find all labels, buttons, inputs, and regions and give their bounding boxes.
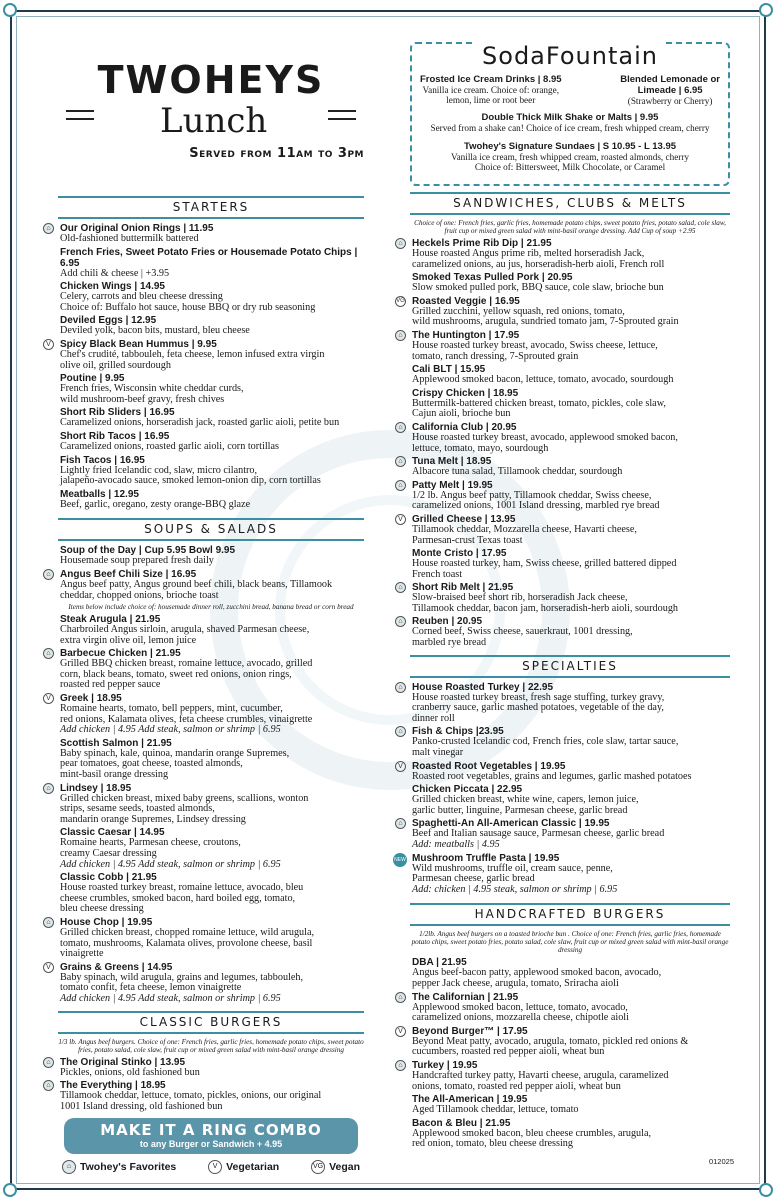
menu-item-description: red onion, tomato, bleu cheese dressing: [412, 1138, 573, 1150]
menu-item: [58, 489, 364, 511]
chef-hat-icon: ⌂: [395, 330, 406, 341]
restaurant-name: TWOHEYS: [97, 58, 325, 102]
starters-heading: STARTERS: [58, 196, 364, 219]
menu-item-title: Scottish Salmon | 21.95: [60, 737, 172, 749]
menu-item-description: olive oil, grilled sourdough: [60, 359, 171, 371]
menu-item-description: cheese crumbles, smoked bacon, hard boiled egg, tomato,: [60, 892, 296, 904]
specialties-list: [394, 681, 730, 896]
chef-hat-icon: ⌂: [62, 1160, 76, 1174]
handcrafted-burgers-list: [398, 957, 730, 1150]
soda-shake-title: Double Thick Milk Shake or Malts | 9.95: [481, 112, 659, 123]
combo-title: MAKE IT A RING COMBO: [100, 1121, 322, 1140]
legend-favorites: [62, 1160, 176, 1174]
menu-item-title: Mushroom Truffle Pasta | 19.95: [412, 852, 560, 864]
menu-item-description: Lightly fried Icelandic cod, slaw, micro cilantro,: [60, 464, 258, 476]
legend-vegetarian-label: Vegetarian: [226, 1161, 280, 1174]
chef-hat-icon: ⌂: [43, 223, 54, 234]
chef-hat-icon: ⌂: [43, 1057, 54, 1068]
menu-item-description: Grilled chicken breast, white wine, capers, lemon juice,: [412, 794, 639, 806]
chef-hat-icon: ⌂: [395, 818, 406, 829]
vegetarian-icon: V: [43, 962, 54, 973]
menu-item-description: Slow smoked pulled pork, BBQ sauce, cole slaw, brioche bun: [412, 282, 664, 294]
menu-item-description: House roasted turkey breast, avocado, applewood smoked bacon,: [412, 431, 678, 443]
menu-item-description: Applewood smoked bacon, lettuce, tomato, avocado,: [412, 1001, 628, 1013]
vegetarian-icon: V: [208, 1160, 222, 1174]
chef-hat-icon: ⌂: [395, 456, 406, 467]
menu-item-description: Add chili & cheese | +3.95: [60, 267, 170, 279]
menu-item-title: The Everything | 18.95: [60, 1080, 166, 1092]
menu-item-title: Fish & Chips |23.95: [412, 726, 504, 738]
sandwiches-note: Choice of one: French fries, garlic fries, homemade potato chips, sweet potato fries, potato salad, cole slaw, fruit cup or mixed green salad with mint-basil orange dressing. Add Cup of soup +2.95: [414, 219, 726, 235]
menu-item-description: onions, tomato, roasted red pepper aioli, wheat bun: [412, 1080, 621, 1092]
vegan-icon: VG: [395, 296, 406, 307]
menu-item: [410, 1118, 730, 1150]
menu-item-title: Steak Arugula | 21.95: [60, 614, 161, 626]
menu-item: [410, 957, 730, 989]
menu-item-description: Grilled zucchini, yellow squash, red onions, tomato,: [412, 305, 625, 317]
chef-hat-icon: ⌂: [43, 783, 54, 794]
chef-hat-icon: ⌂: [395, 992, 406, 1003]
soda-shake-desc: Served from a shake can! Choice of ice cream, fresh whipped cream, cherry: [430, 123, 710, 133]
menu-item-description: Housemade soup prepared fresh daily: [60, 555, 214, 567]
menu-item: [46, 223, 364, 245]
menu-item-description: Wild mushrooms, truffle oil, cream sauce, penne,: [412, 862, 613, 874]
menu-item-title: Roasted Veggie | 16.95: [412, 295, 520, 307]
menu-item-description: House roasted turkey breast, avocado, Swiss cheese, lettuce,: [412, 339, 658, 351]
menu-item-description: red onions, Kalamata olives, feta cheese crumbles, vinaigrette: [60, 713, 313, 725]
left-column: [46, 50, 364, 1174]
menu-item-description: Charbroiled Angus sirloin, arugula, shaved Parmesan cheese,: [60, 624, 310, 636]
menu-item-description: Grilled chicken breast, chopped romaine lettuce, wild arugula,: [60, 926, 315, 938]
menu-item-title: The All-American | 19.95: [412, 1094, 528, 1106]
menu-item: [394, 852, 730, 896]
menu-item-description: tomato confit, feta cheese, lemon vinaigrette: [60, 982, 242, 994]
menu-code: 012025: [708, 1157, 734, 1166]
menu-item-description: Romaine hearts, tomato, bell peppers, mint, cucumber,: [60, 703, 283, 715]
menu-item-description: pepper Jack cheese, arugula, tomato, Sriracha aioli: [412, 977, 619, 989]
menu-item-title: Barbecue Chicken | 21.95: [60, 648, 181, 660]
menu-item-title: Angus Beef Chili Size | 16.95: [60, 568, 197, 580]
menu-item-title: The Original Stinko | 13.95: [60, 1056, 186, 1068]
soda-row-top: [420, 74, 720, 106]
menu-title: Lunch: [160, 101, 268, 141]
menu-item: [58, 545, 364, 567]
corner-ornament-icon: [759, 3, 773, 17]
menu-item: [46, 648, 364, 691]
menu-item-description: cranberry sauce, garlic mashed potatoes, vegetable of the day,: [412, 702, 664, 714]
menu-item-title: Bacon & Bleu | 21.95: [412, 1117, 511, 1129]
vegetarian-icon: V: [395, 761, 406, 772]
menu-item-description: caramelized onions, au jus, horseradish-herb aioli, French roll: [412, 258, 665, 270]
menu-item: [398, 421, 730, 454]
menu-item-title: Short Rib Tacos | 16.95: [60, 430, 170, 442]
menu-item-description: corn, black beans, tomato, sweet red onions, onion rings,: [60, 668, 292, 680]
served-hours: Served from 11am to 3pm: [189, 146, 364, 161]
menu-item-description: Parmesan cheese, garlic bread: [412, 873, 535, 885]
soda-frosted-desc: lemon, lime or root beer: [446, 95, 536, 105]
menu-item-description: caramelized onions, 1001 Island dressing, marbled rye bread: [412, 500, 660, 512]
soups-heading: SOUPS & SALADS: [58, 518, 364, 541]
menu-item-description: Albacore tuna salad, Tillamook cheddar, sourdough: [412, 466, 623, 478]
menu-item-title: Meatballs | 12.95: [60, 488, 139, 500]
menu-item-description: House roasted turkey breast, romaine lettuce, avocado, bleu: [60, 882, 304, 894]
menu-item: [58, 827, 364, 870]
menu-item-description: French fries, Wisconsin white cheddar curds,: [60, 383, 244, 395]
sandwiches-heading: SANDWICHES, CLUBS & MELTS: [410, 192, 730, 215]
menu-item-title: Greek | 18.95: [60, 693, 122, 705]
menu-item: [410, 272, 730, 294]
menu-item-description: Tillamook cheddar, Mozzarella cheese, Havarti cheese,: [412, 523, 637, 535]
soups-note: Items below include choice of: housemade dinner roll, zucchini bread, banana bread or corn bread: [68, 603, 354, 612]
menu-item-description: cucumbers, roasted red pepper aioli, wheat bun: [412, 1046, 605, 1058]
menu-item-title: Grilled Cheese | 13.95: [412, 513, 516, 525]
menu-item-description: Angus beef-bacon patty, applewood smoked bacon, avocado,: [412, 967, 662, 979]
menu-item-description: wild mushroom-beef gravy, fresh chives: [60, 393, 225, 405]
menu-item-description: Grilled chicken breast, mixed baby greens, scallions, wonton: [60, 792, 309, 804]
menu-item-addon: Add chicken | 4.95 Add steak, salmon or shrimp | 6.95: [60, 858, 281, 870]
ring-combo-banner: [64, 1118, 358, 1154]
chef-hat-icon: ⌂: [395, 682, 406, 693]
menu-item: [58, 247, 364, 280]
menu-item-title: House Roasted Turkey | 22.95: [412, 681, 554, 693]
menu-item: [58, 738, 364, 781]
menu-item: [398, 616, 730, 649]
soda-sundae-title: Twohey's Signature Sundaes | S 10.95 - L 13.95: [463, 141, 677, 152]
soda-fountain-title: [412, 42, 728, 70]
menu-item: [410, 364, 730, 386]
specialties-heading: SPECIALTIES: [410, 655, 730, 678]
menu-item-description: Applewood smoked bacon, bleu cheese crumbles, arugula,: [412, 1127, 652, 1139]
menu-item-description: Panko-crusted Icelandic cod, French fries, cole slaw, tartar sauce,: [412, 736, 679, 748]
menu-item-description: vinaigrette: [60, 948, 104, 960]
menu-item-description: cheddar, chopped onions, brioche toast: [60, 589, 219, 601]
menu-item-description: jalapeño-avocado sauce, smoked lemon-onion dip, corn tortillas: [60, 475, 321, 487]
menu-item: [410, 784, 730, 816]
menu-item-description: Handcrafted turkey patty, Havarti cheese, arugula, caramelized: [412, 1069, 669, 1081]
menu-item-description: bleu cheese dressing: [60, 903, 144, 915]
menu-item-description: tomato, ranch dressing, 7-Sprouted grain: [412, 350, 579, 362]
starters-list: [46, 223, 364, 510]
menu-item-description: strips, sesame seeds, toasted almonds,: [60, 803, 215, 815]
menu-item-title: DBA | 21.95: [412, 957, 467, 969]
legend: [62, 1160, 360, 1174]
corner-ornament-icon: [759, 1183, 773, 1197]
menu-item-title: California Club | 20.95: [412, 421, 517, 433]
menu-item: [398, 991, 730, 1024]
menu-item-title: The Californian | 21.95: [412, 991, 519, 1003]
menu-item-title: Smoked Texas Pulled Pork | 20.95: [412, 272, 573, 284]
vegetarian-icon: V: [395, 514, 406, 525]
chef-hat-icon: ⌂: [43, 1080, 54, 1091]
chef-hat-icon: ⌂: [43, 569, 54, 580]
menu-item-description: Grilled BBQ chicken breast, romaine lettuce, avocado, grilled: [60, 658, 313, 670]
menu-item-description: tomato, mushrooms, Kalamata olives, provolone cheese, basil: [60, 937, 313, 949]
right-column: [394, 42, 730, 1152]
menu-item: [58, 431, 364, 453]
chef-hat-icon: ⌂: [395, 1060, 406, 1071]
menu-item-title: Chicken Piccata | 22.95: [412, 784, 523, 796]
menu-item: [398, 456, 730, 478]
menu-item: [46, 916, 364, 960]
menu-item-description: creamy Caesar dressing: [60, 848, 157, 859]
vegetarian-icon: V: [43, 693, 54, 704]
menu-item-description: 1/2 lb. Angus beef patty, Tillamook cheddar, Swiss cheese,: [412, 489, 652, 501]
menu-item-description: 1001 Island dressing, old fashioned bun: [60, 1100, 223, 1112]
menu-item-description: Caramelized onions, roasted garlic aioli, corn tortillas: [60, 440, 279, 452]
chef-hat-icon: ⌂: [43, 917, 54, 928]
menu-item-description: House roasted turkey, ham, Swiss cheese, grilled battered dipped: [412, 558, 677, 570]
menu-item-title: Classic Cobb | 21.95: [60, 872, 157, 884]
chef-hat-icon: ⌂: [395, 422, 406, 433]
menu-item: [398, 582, 730, 614]
menu-item: [410, 1094, 730, 1116]
menu-item-description: Cajun aioli, brioche bun: [412, 408, 511, 420]
soda-lemonade-desc: (Strawberry or Cherry): [627, 96, 713, 106]
menu-item-description: marbled rye bread: [412, 637, 487, 649]
chef-hat-icon: ⌂: [395, 480, 406, 491]
menu-item-addon: Add: chicken | 4.95 steak, salmon or shrimp | 6.95: [412, 883, 618, 895]
menu-item-description: Parmesan-crust Texas toast: [412, 534, 523, 546]
menu-item: [398, 1025, 730, 1058]
menu-item-description: garlic butter, linguine, Parmesan cheese, garlic bread: [412, 804, 628, 816]
corner-ornament-icon: [3, 1183, 17, 1197]
menu-item: [46, 693, 364, 736]
menu-item: [46, 1080, 364, 1112]
menu-item-description: Baby spinach, kale, quinoa, mandarin orange Supremes,: [60, 747, 290, 759]
menu-item-description: mint-basil orange dressing: [60, 769, 169, 781]
logo-rule-right: [328, 110, 356, 120]
menu-item-title: Our Original Onion Rings | 11.95: [60, 223, 214, 234]
menu-item: [398, 1059, 730, 1092]
menu-item-description: Romaine hearts, Parmesan cheese, croutons,: [60, 837, 241, 849]
soda-fountain-box: [410, 42, 730, 186]
menu-item: [58, 872, 364, 915]
menu-item-title: Beyond Burger™ | 17.95: [412, 1025, 528, 1037]
chef-hat-icon: ⌂: [43, 648, 54, 659]
menu-item-title: Poutine | 9.95: [60, 373, 125, 385]
menu-item-title: Cali BLT | 15.95: [412, 364, 486, 376]
menu-item-addon: Add chicken | 4.95 Add steak, salmon or shrimp | 6.95: [60, 724, 281, 736]
menu-item-description: Pickles, onions, old fashioned bun: [60, 1066, 200, 1078]
chef-hat-icon: ⌂: [395, 582, 406, 593]
legend-vegetarian: [208, 1160, 279, 1174]
menu-item: [46, 568, 364, 601]
handcrafted-burgers-heading: HANDCRAFTED BURGERS: [410, 903, 730, 926]
menu-item-title: Crispy Chicken | 18.95: [412, 387, 519, 399]
menu-item-description: Tillamook cheddar, bacon jam, horseradish-herb aioli, sourdough: [412, 602, 679, 614]
menu-item: [398, 681, 730, 725]
soda-frosted-title: Frosted Ice Cream Drinks | 8.95: [420, 74, 562, 85]
menu-item-description: extra virgin olive oil, lemon juice: [60, 634, 197, 646]
menu-item-description: Tillamook cheddar, lettuce, tomato, pickles, onions, our original: [60, 1090, 322, 1102]
menu-item-description: Beef, garlic, oregano, zesty orange-BBQ glaze: [60, 498, 251, 510]
menu-item-title: Soup of the Day | Cup 5.95 Bowl 9.95: [60, 545, 236, 557]
menu-item: [398, 760, 730, 783]
menu-item-title: Classic Caesar | 14.95: [60, 827, 165, 839]
classic-burgers-heading: CLASSIC BURGERS: [58, 1011, 364, 1034]
menu-item-title: Spaghetti-An All-American Classic | 19.95: [412, 818, 610, 830]
vegetarian-icon: V: [395, 1026, 406, 1037]
soda-lemonade-title: Limeade | 6.95: [637, 85, 703, 96]
menu-item: [410, 548, 730, 580]
menu-item-description: pear tomatoes, goat cheese, toasted almonds,: [60, 758, 243, 770]
menu-item-description: malt vinegar: [412, 747, 464, 759]
classic-burgers-note: 1/3 lb. Angus beef burgers. Choice of one: French fries, garlic fries, homemade potato chips, sweet potato fries, potato salad, cole slaw, fruit cup or mixed green salad with mint-basil orange dressing: [58, 1037, 364, 1054]
menu-item: [58, 407, 364, 429]
handcrafted-burgers-note: 1/2lb. Angus beef burgers on a toasted brioche bun . Choice of one: French fries, garlic fries, homemade potato chips, sweet potato fries, potato salad, cole slaw, fruit cup or mixed green salad with mint-basil orange dressing: [411, 930, 729, 955]
menu-item-title: The Huntington | 17.95: [412, 329, 520, 341]
menu-item: [58, 315, 364, 337]
menu-item-description: mandarin orange Supremes, Lindsey dressing: [60, 813, 246, 825]
menu-item-title: Heckels Prime Rib Dip | 21.95: [412, 238, 552, 249]
menu-item: [46, 961, 364, 1005]
menu-item-title: Lindsey | 18.95: [60, 782, 132, 794]
menu-item-title: French Fries, Sweet Potato Fries or Housemade Potato Chips | 6.95: [60, 246, 358, 269]
menu-item-description: Baby spinach, wild arugula, grains and legumes, tabbouleh,: [60, 971, 304, 983]
menu-item-title: Spicy Black Bean Hummus | 9.95: [60, 338, 217, 350]
sandwiches-list: [396, 238, 730, 649]
soda-sundae-desc: Vanilla ice cream, fresh whipped cream, roasted almonds, cherry: [450, 152, 689, 162]
menu-item: [398, 238, 730, 270]
soda-frosted-desc: Vanilla ice cream. Choice of: orange,: [422, 85, 559, 95]
vegan-icon: VG: [311, 1160, 325, 1174]
soups-list: [46, 545, 364, 601]
menu-item-title: Turkey | 19.95: [412, 1059, 478, 1071]
menu-item: [46, 1056, 364, 1079]
menu-item-description: Slow-braised beef short rib, horseradish Jack cheese,: [412, 592, 628, 604]
menu-item: [46, 338, 364, 371]
menu-item-description: House roasted Angus prime rib, melted horseradish Jack,: [412, 248, 645, 259]
corner-ornament-icon: [3, 3, 17, 17]
menu-item-title: Short Rib Melt | 21.95: [412, 582, 514, 594]
soda-sundae: [420, 141, 720, 172]
menu-item-description: lettuce, tomato, mayo, sourdough: [412, 442, 549, 454]
legend-vegan-label: Vegan: [329, 1161, 360, 1174]
chef-hat-icon: ⌂: [395, 616, 406, 627]
menu-item-description: Angus beef patty, Angus ground beef chili, black beans, Tillamook: [60, 578, 333, 590]
menu-item: [58, 281, 364, 313]
menu-item: [58, 614, 364, 646]
menu-item-title: Short Rib Sliders | 16.95: [60, 407, 175, 419]
menu-item-description: Beyond Meat patty, avocado, arugula, tomato, pickled red onions &: [412, 1035, 689, 1047]
menu-item-title: Chicken Wings | 14.95: [60, 281, 165, 293]
salads-list: [46, 614, 364, 1004]
menu-item-description: Corned beef, Swiss cheese, sauerkraut, 1001 dressing,: [412, 626, 633, 638]
menu-item: [398, 513, 730, 546]
menu-item-title: Reuben | 20.95: [412, 616, 483, 628]
soda-fountain-title-text: SodaFountain: [476, 42, 664, 70]
vegetarian-icon: V: [43, 339, 54, 350]
classic-burgers-list: [46, 1056, 364, 1113]
menu-item-addon: Add: meatballs | 4.95: [412, 839, 500, 850]
menu-item-description: House roasted turkey breast, fresh sage stuffing, turkey gravy,: [412, 691, 665, 703]
menu-item-description: French toast: [412, 568, 463, 580]
menu-item-description: Roasted root vegetables, grains and legumes, garlic mashed potatoes: [412, 770, 692, 782]
logo: [58, 50, 364, 192]
soda-shake: [420, 112, 720, 133]
menu-item: [396, 295, 730, 328]
chef-hat-icon: ⌂: [395, 238, 406, 249]
menu-item-description: Buttermilk-battered chicken breast, tomato, pickles, cole slaw,: [412, 397, 666, 409]
logo-rule-left: [66, 110, 94, 120]
soda-lemonade: [620, 74, 720, 106]
menu-item: [398, 479, 730, 512]
menu-item-title: Deviled Eggs | 12.95: [60, 315, 157, 327]
menu-item-description: Aged Tillamook cheddar, lettuce, tomato: [412, 1104, 579, 1116]
menu-item-title: Monte Cristo | 17.95: [412, 548, 507, 560]
menu-item-title: Grains & Greens | 14.95: [60, 961, 173, 973]
menu-item-title: Roasted Root Vegetables | 19.95: [412, 760, 566, 772]
menu-item-addon: Add chicken | 4.95 Add steak, salmon or shrimp | 6.95: [60, 992, 281, 1004]
legend-vegan: [311, 1160, 360, 1174]
menu-item: [398, 329, 730, 362]
menu-item-description: Caramelized onions, horseradish jack, roasted garlic aioli, petite bun: [60, 417, 340, 429]
menu-item: [46, 782, 364, 826]
menu-item-title: Patty Melt | 19.95: [412, 479, 493, 491]
menu-item-title: Tuna Melt | 18.95: [412, 456, 492, 468]
menu-item-description: dinner roll: [412, 712, 455, 724]
menu-item-description: roasted red pepper sauce: [60, 679, 161, 691]
menu-item-description: wild mushrooms, arugula, sundried tomato jam, 7-Sprouted grain: [412, 316, 679, 328]
menu-item-description: Old-fashioned buttermilk battered: [60, 233, 199, 244]
menu-item: [58, 373, 364, 405]
menu-item-title: House Chop | 19.95: [60, 916, 153, 928]
menu-item: [398, 818, 730, 850]
menu-item-description: Choice of: Buffalo hot sauce, house BBQ or dry rub seasoning: [60, 301, 316, 313]
menu-item-description: Chef's crudité, tabbouleh, feta cheese, lemon infused extra virgin: [60, 348, 325, 360]
soda-sundae-desc: Choice of: Bittersweet, Milk Chocolate, or Caramel: [474, 162, 666, 172]
soda-frosted: [420, 74, 562, 106]
menu-item-description: Beef and Italian sausage sauce, Parmesan cheese, garlic bread: [412, 828, 665, 840]
chef-hat-icon: ⌂: [395, 726, 406, 737]
new-badge-icon: NEW: [393, 853, 407, 867]
soda-lemonade-title: Blended Lemonade or: [620, 74, 720, 85]
menu-item: [410, 388, 730, 420]
menu-item-description: Deviled yolk, bacon bits, mustard, bleu cheese: [60, 325, 250, 337]
menu-item-description: Celery, carrots and bleu cheese dressing: [60, 291, 223, 303]
menu-item-title: Fish Tacos | 16.95: [60, 454, 145, 466]
menu-item: [398, 726, 730, 759]
legend-favorites-label: Twohey's Favorites: [80, 1161, 177, 1174]
combo-subtitle: to any Burger or Sandwich + 4.95: [139, 1139, 283, 1150]
menu-item: [58, 455, 364, 487]
menu-item-description: caramelized onions, mozzarella cheese, chipotle aioli: [412, 1012, 629, 1024]
menu-item-description: Applewood smoked bacon, lettuce, tomato, avocado, sourdough: [412, 374, 674, 386]
